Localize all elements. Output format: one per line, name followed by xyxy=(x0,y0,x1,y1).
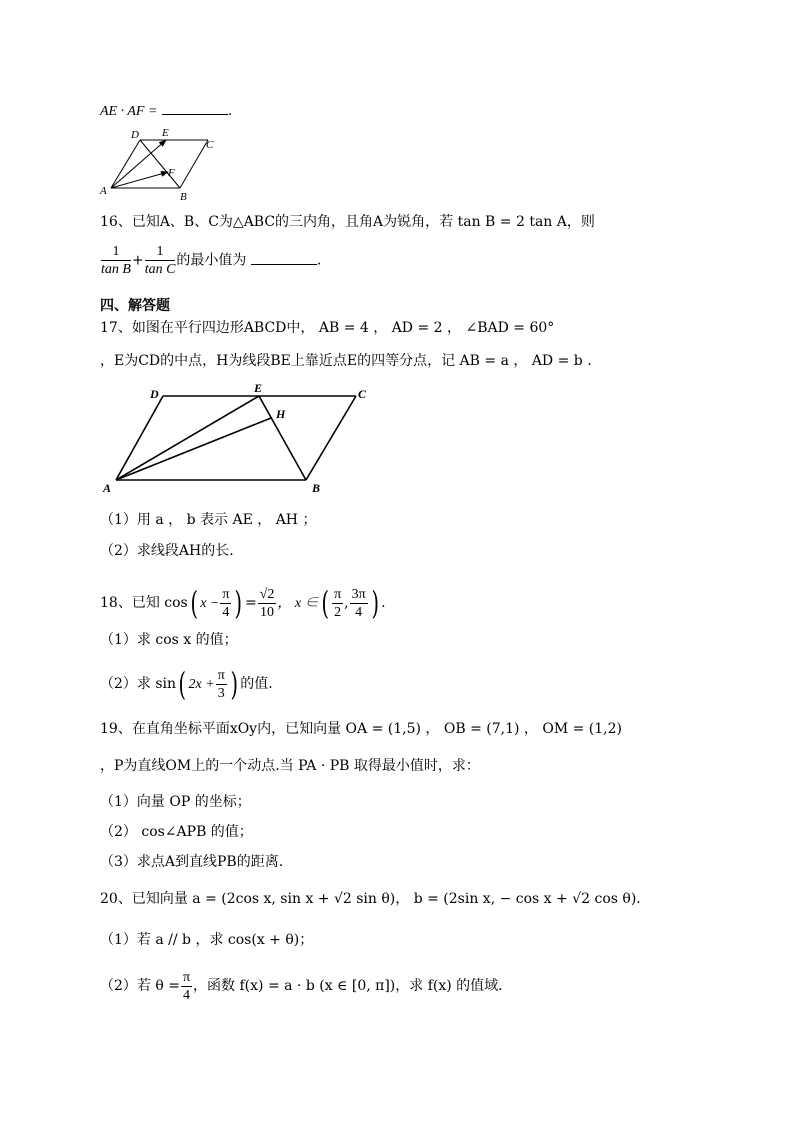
q15-label-a: A xyxy=(100,185,107,197)
q19-line1: 19、在直角坐标平面xOy内，已知向量 OA = (1,5) ， OB = (7,1) ， OM = (1,2) xyxy=(100,721,622,737)
q15-edge-bc xyxy=(180,140,208,188)
q18-frac-pi3: $\frac{\pi}{3}$ xyxy=(217,667,225,701)
q18-line1: 18、已知 cos( x − $\frac{\pi}{4}$ ) = $\frac{√2}{10}$ ， x ∈( $\frac{\pi}{2}$ , $\frac{3\pi}{4}$ ) . xyxy=(100,584,386,622)
q18-sub2: （2）求 sin( 2x + $\frac{\pi}{3}$ ) 的值. xyxy=(100,665,273,703)
q15-period: . xyxy=(227,103,233,119)
q16-frac-tanc: $\frac{1}{\text{tan C}}$ xyxy=(144,244,176,277)
q17-edge-bc xyxy=(306,396,356,480)
q15-label-e: E xyxy=(162,127,169,139)
q18-frac-3pi4: $\frac{3\pi}{4}$ xyxy=(351,586,366,620)
q17-line1: 17、如图在平行四边形ABCD中， AB = 4 ， AD = 2 ， ∠BAD = 60° xyxy=(100,320,555,336)
q15-label-f: F xyxy=(168,167,175,179)
q16-line1 xyxy=(100,212,595,232)
q20-sub1: （1）若 a // b ，求 cos(x + θ)； xyxy=(100,932,314,948)
q19-line2: ，P为直线OM上的一个动点.当 PA · PB 取得最小值时，求： xyxy=(100,758,480,774)
q15-label-c: C xyxy=(206,139,214,151)
q18-sub1: （1）求 cos x 的值； xyxy=(100,632,238,648)
q19-sub3: （3）求点A到直线PB的距离. xyxy=(100,854,284,870)
q15-answer-blank xyxy=(162,100,228,115)
q17-parallelogram-figure xyxy=(100,384,380,496)
q17-segment-ah xyxy=(116,418,271,480)
q15-label-b: B xyxy=(180,191,187,203)
q17-label-e: E xyxy=(254,384,263,395)
q19-sub1: （1）向量 OP 的坐标； xyxy=(100,794,251,810)
q16-tail: 的最小值为 xyxy=(176,252,247,269)
q17-sub2: （2）求线段AH的长. xyxy=(100,543,234,559)
q17-label-h: H xyxy=(276,407,286,421)
section-heading: 四、解答题 xyxy=(100,298,170,314)
q16-answer-blank xyxy=(251,250,317,265)
q18-frac-sqrt2: $\frac{√2}{10}$ xyxy=(259,586,275,620)
q15-label-d: D xyxy=(131,129,139,141)
q19-sub2: （2） cos∠APB 的值； xyxy=(100,824,253,840)
q17-label-a: A xyxy=(103,481,112,495)
q15-parallelogram-figure xyxy=(96,126,226,204)
q17-label-b: B xyxy=(312,481,321,495)
q20-sub2: （2）若 θ = $\frac{\pi}{4}$ ，函数 f(x) = a · b (x ∈ [0, π])，求 f(x) 的值域. xyxy=(100,969,503,1003)
q17-label-c: C xyxy=(358,387,367,401)
q17-edge-ad xyxy=(116,396,163,480)
q20-line1: 20、已知向量 a = (2cos x, sin x + √2 sin θ)， b = (2sin x, − cos x + √2 cos θ). xyxy=(100,891,641,907)
q18-frac-pi2: $\frac{\pi}{2}$ xyxy=(334,586,342,620)
q15-tail-line xyxy=(100,100,232,122)
q20-frac-pi4: $\frac{\pi}{4}$ xyxy=(182,969,191,1003)
q18-frac-pi4: $\frac{\pi}{4}$ xyxy=(222,586,230,620)
q17-line2: ，E为CD的中点，H为线段BE上靠近点E的四等分点，记 AB = a ， AD = b . xyxy=(100,353,592,369)
q16-line2: $\frac{1}{\text{tan B}}$ + $\frac{1}{\text{tan C}}$ 的最小值为 . xyxy=(101,244,322,277)
q17-label-d: D xyxy=(150,387,159,401)
q15-diagonal-db xyxy=(140,140,180,188)
q16-stem: 16、已知A、B、C为△ABC的三内角，且角A为锐角，若 tan B = 2 tan A，则 xyxy=(100,214,595,230)
q16-frac-tanb: $\frac{1}{\text{tan B}}$ xyxy=(101,244,131,277)
q15-tail-expression: AE · AF = xyxy=(100,104,158,119)
q17-sub1: （1）用 a ， b 表示 AE ， AH ； xyxy=(100,512,317,528)
q17-segment-ae xyxy=(116,396,259,480)
